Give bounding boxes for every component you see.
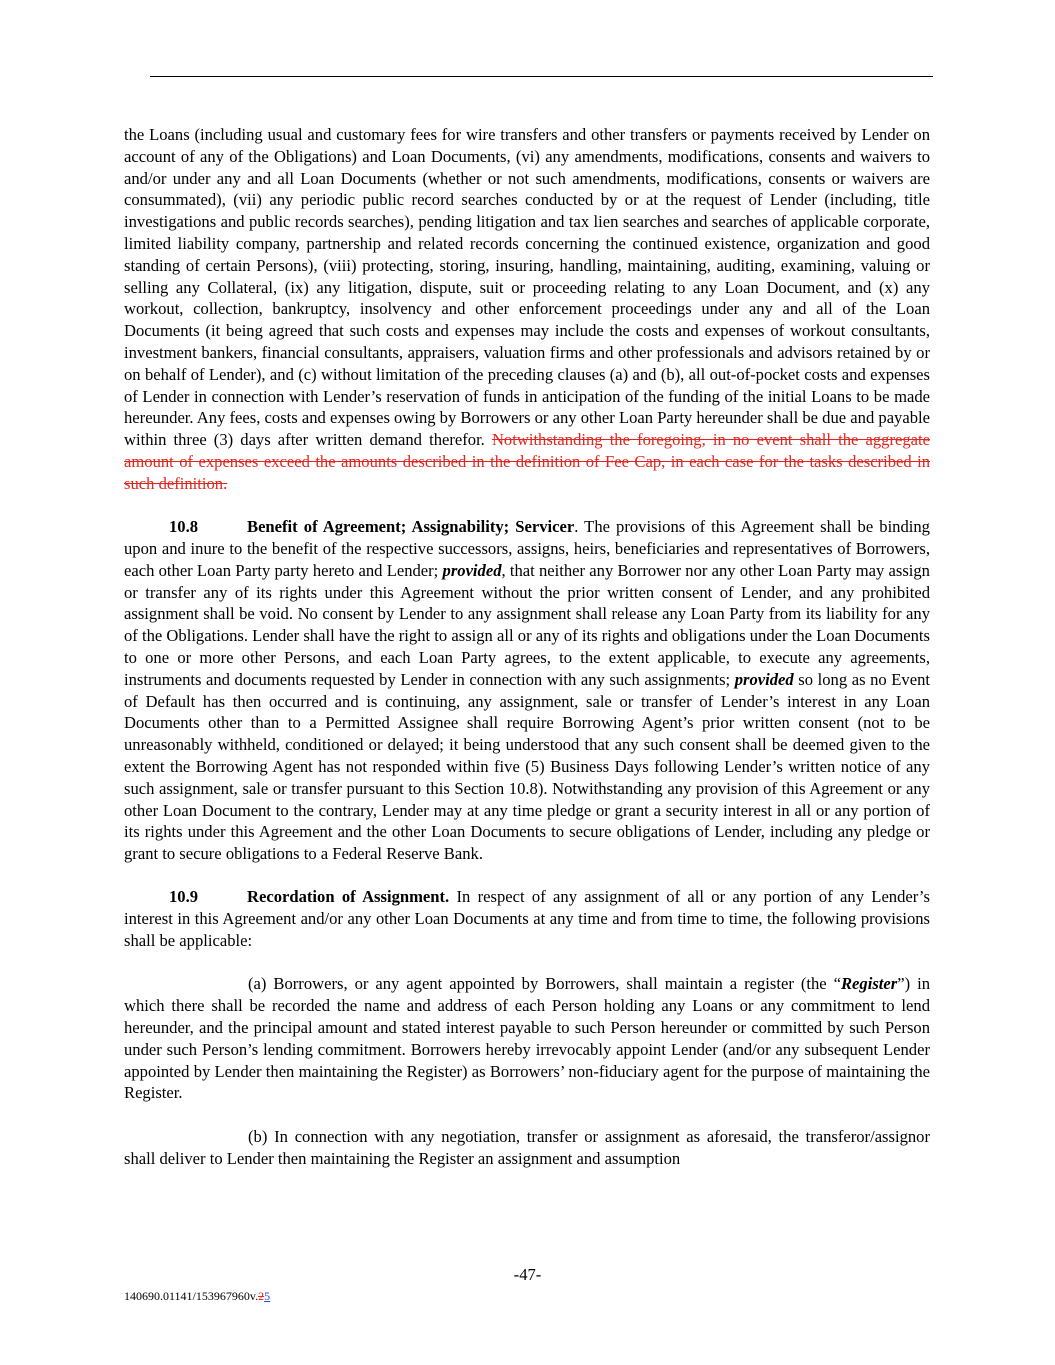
section-title: Benefit of Agreement; Assignability; Servicer [247,517,575,537]
clause-text: ”) in which there shall be recorded the name and address of each Person holding any Loans or any commitment to lend hereunder, and the principal amount and stated interest payable to such Person hereunder or committed by such Person under such Person’s lending commitment. Borrowers hereby irrevocably appoint Lender (and/or any subsequent Lender appointed by Lender then maintaining the Register) as Borrowers’ non-fiduciary agent for the purpose of maintaining the Register. [124,974,930,1103]
provided-term: provided [442,560,502,580]
section-text: . The provisions of this Agreement shall be binding upon and inure to the benefit of the respective successors, assigns, heirs, beneficiaries and representatives of Borrowers, each other Loan Party party hereto and Lender; [124,517,930,580]
header-rule [150,76,933,77]
section-text: , that neither any Borrower nor any other Loan Party may assign or transfer any of its rights under this Agreement without the prior written consent of Lender, and any prohibited assignment shall be void. No consent by Lender to any assignment shall release any Loan Party from its liability for any of the Obligations. Lender shall have the right to assign all or any of its rights and obligations under the Loan Documents to one or more other Persons, and each Loan Party agrees, to the extent applicable, to execute any agreements, instruments and documents requested by Lender in connection with any such assignments; [124,560,930,689]
version-inserted: 5 [264,1289,271,1303]
document-body [124,124,930,1191]
clause-b [124,1126,930,1170]
document-id [124,1289,270,1304]
section-text: so long as no Event of Default has then occurred and is continuing, any assignment, sale or transfer of Lender’s interest in any Loan Documents other than to a Permitted Assignee shall require Borrowing Agent’s prior written consent (not to be unreasonably withheld, conditioned or delayed; it being understood that any such consent shall be deemed given to the extent the Borrowing Agent has not responded within five (5) Business Days following Lender’s written notice of any such assignment, sale or transfer pursuant to this Section 10.8). Notwithstanding any provision of this Agreement or any other Loan Document to the contrary, Lender may at any time pledge or grant a security interest in all or any portion of its rights under this Agreement and the other Loan Documents to secure obligations of Lender, including any pledge or grant to secure obligations to a Federal Reserve Bank. [124,669,930,864]
clause-text: (a) Borrowers, or any agent appointed by Borrowers, shall maintain a register (the “ [248,974,841,994]
section-10-9 [124,886,930,951]
continuation-paragraph [124,124,930,495]
register-term: Register [840,974,898,994]
clause-a [124,973,930,1104]
page-number: -47- [513,1265,542,1284]
clause-text: (b) In connection with any negotiation, transfer or assignment as aforesaid, the transferor/assignor shall deliver to Lender then maintaining the Register an assignment and assumption [124,1126,930,1168]
section-text: In respect of any assignment of all or any portion of any Lender’s interest in this Agreement and/or any other Loan Documents at any time and from time to time, the following provisions shall be applicable: [124,887,930,951]
section-number: 10.9 [169,887,199,907]
section-10-8 [124,516,930,865]
provided-term: provided [734,669,794,689]
doc-id-prefix: 140690.01141/153967960v. [124,1289,259,1303]
version-deleted: 2 [258,1289,265,1303]
struck-text: Notwithstanding the foregoing, in no event shall the aggregate amount of expenses exceed the amounts described in the definition of Fee Cap, in each case for the tasks described in such definition. [124,430,930,493]
continuation-text: the Loans (including usual and customary fees for wire transfers and other transfers or payments received by Lender on account of any of the Obligations) and Loan Documents, (vi) any amendments, modifications, consents and waivers to and/or under any and all Loan Documents (whether or not such amendments, modifications, consents or waivers are consummated), (vii) any periodic public record searches conducted by or at the request of Lender (including, title investigations and public records searches), pending litigation and tax lien searches and searches of applicable corporate, limited liability company, partnership and related records concerning the continued existence, organization and good standing of certain Persons), (viii) protecting, storing, insuring, handling, maintaining, auditing, examining, valuing or selling any Collateral, (ix) any litigation, dispute, suit or proceeding relating to any Loan Document, and (x) any workout, collection, bankruptcy, insolvency and other enforcement proceedings under any and all of the Loan Documents (it being agreed that such costs and expenses may include the costs and expenses of workout consultants, investment bankers, financial consultants, appraisers, valuation firms and other professionals and advisors retained by or on behalf of Lender), and (c) without limitation of the preceding clauses (a) and (b), all out-of-pocket costs and expenses of Lender in connection with Lender’s reservation of funds in anticipation of the funding of the initial Loans to be made hereunder. Any fees, costs and expenses owing by Borrowers or any other Loan Party hereunder shall be due and payable within three (3) days after written demand therefor. [124,125,930,450]
section-title: Recordation of Assignment. [247,887,450,907]
section-number: 10.8 [169,517,199,537]
